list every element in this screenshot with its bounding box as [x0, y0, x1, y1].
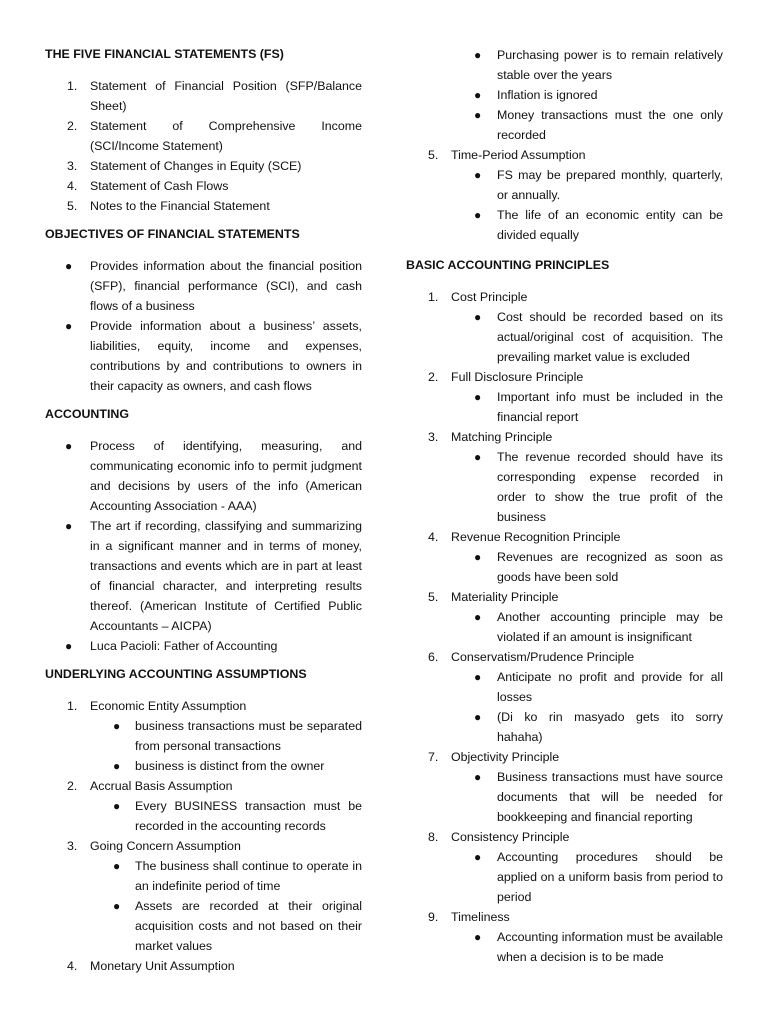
list-item: 7. Objectivity Principle: [406, 747, 723, 767]
list-number: 1.: [428, 290, 439, 304]
list-item: 5. Time-Period Assumption: [406, 145, 723, 165]
sub-list-item: ● Money transactions must the one only recorded: [406, 105, 723, 145]
section-heading-principles: BASIC ACCOUNTING PRINCIPLES: [406, 258, 610, 272]
list-item: 4. Monetary Unit Assumption: [45, 956, 362, 976]
list-item: 1. Economic Entity Assumption: [45, 696, 362, 716]
list-item: 4. Statement of Cash Flows: [45, 176, 362, 196]
bullet-icon: ●: [65, 319, 73, 333]
list-number: 7.: [428, 750, 439, 764]
list-number: 8.: [428, 830, 439, 844]
objectives-list: [45, 256, 362, 396]
bullet-icon: ●: [474, 550, 482, 564]
bullet-icon: ●: [474, 850, 482, 864]
list-number: 5.: [428, 148, 439, 162]
bullet-icon: ●: [474, 390, 482, 404]
bullet-icon: ●: [65, 519, 73, 533]
list-number: 3.: [428, 430, 439, 444]
bullet-icon: ●: [474, 670, 482, 684]
list-number: 5.: [67, 199, 78, 213]
bullet-icon: ●: [474, 88, 482, 102]
bullet-icon: ●: [474, 930, 482, 944]
section-heading-assumptions: UNDERLYING ACCOUNTING ASSUMPTIONS: [45, 667, 307, 681]
list-item: 6. Conservatism/Prudence Principle: [406, 647, 723, 667]
right-column: [406, 45, 723, 967]
list-item: 5. Notes to the Financial Statement: [45, 196, 362, 216]
list-number: 9.: [428, 910, 439, 924]
list-number: 2.: [67, 119, 78, 133]
section-heading-financial-statements: THE FIVE FINANCIAL STATEMENTS (FS): [45, 47, 284, 61]
sub-list-item: ● Accounting procedures should be applied on a uniform basis from period to period: [406, 847, 723, 907]
list-item: 2. Accrual Basis Assumption: [45, 776, 362, 796]
sub-list-item: ● The business shall continue to operate in an indefinite period of time: [45, 856, 362, 896]
bullet-icon: ●: [113, 799, 121, 813]
sub-list-item: ● The life of an economic entity can be divided equally: [406, 205, 723, 245]
list-item: ● The art if recording, classifying and summarizing in a significant manner and in terms of money, transactions and events which are in part at least of financial character, and interpreting results thereof. (American Institute of Certified Public Accountants – AICPA): [45, 516, 362, 636]
sub-list-item: ● Important info must be included in the financial report: [406, 387, 723, 427]
list-item: ● Provides information about the financial position (SFP), financial performance (SCI), and cash flows of a business: [45, 256, 362, 316]
sub-list-item: ● Purchasing power is to remain relatively stable over the years: [406, 45, 723, 85]
assumptions-list: [45, 696, 362, 976]
sub-list-item: ● FS may be prepared monthly, quarterly, or annually.: [406, 165, 723, 205]
list-number: 5.: [428, 590, 439, 604]
sub-list-item: ● Business transactions must have source documents that will be needed for bookkeeping and financial reporting: [406, 767, 723, 827]
sub-list-item: ● Revenues are recognized as soon as goods have been sold: [406, 547, 723, 587]
list-number: 1.: [67, 79, 78, 93]
list-item: 1. Statement of Financial Position (SFP/Balance Sheet): [45, 76, 362, 116]
left-column: [45, 44, 362, 976]
list-item: 4. Revenue Recognition Principle: [406, 527, 723, 547]
bullet-icon: ●: [65, 439, 73, 453]
sub-list-item: ● Every BUSINESS transaction must be recorded in the accounting records: [45, 796, 362, 836]
sub-list-item: ● Accounting information must be available when a decision is to be made: [406, 927, 723, 967]
list-item: 3. Statement of Changes in Equity (SCE): [45, 156, 362, 176]
section-heading-accounting: ACCOUNTING: [45, 407, 129, 421]
principles-list: [406, 287, 723, 967]
list-number: 2.: [428, 370, 439, 384]
bullet-icon: ●: [474, 770, 482, 784]
list-item: 3. Matching Principle: [406, 427, 723, 447]
bullet-icon: ●: [65, 639, 73, 653]
list-number: 4.: [428, 530, 439, 544]
list-item: 3. Going Concern Assumption: [45, 836, 362, 856]
list-item: ● Luca Pacioli: Father of Accounting: [45, 636, 362, 656]
bullet-icon: ●: [474, 108, 482, 122]
list-number: 3.: [67, 159, 78, 173]
list-item: ● Process of identifying, measuring, and communicating economic info to permit judgment and decisions by users of the info (American Accounting Association - AAA): [45, 436, 362, 516]
bullet-icon: ●: [113, 719, 121, 733]
bullet-icon: ●: [474, 710, 482, 724]
list-number: 4.: [67, 959, 78, 973]
bullet-icon: ●: [474, 168, 482, 182]
list-item: ● Provide information about a business’ assets, liabilities, equity, income and expenses, contributions by and contributions to owners in their capacity as owners, and cash flows: [45, 316, 362, 396]
list-number: 6.: [428, 650, 439, 664]
bullet-icon: ●: [474, 450, 482, 464]
list-number: 1.: [67, 699, 78, 713]
list-number: 3.: [67, 839, 78, 853]
bullet-icon: ●: [113, 759, 121, 773]
list-item: 1. Cost Principle: [406, 287, 723, 307]
sub-list-item: ● The revenue recorded should have its corresponding expense recorded in order to show the true profit of the business: [406, 447, 723, 527]
bullet-icon: ●: [113, 859, 121, 873]
sub-list-item: ● Another accounting principle may be violated if an amount is insignificant: [406, 607, 723, 647]
bullet-icon: ●: [474, 208, 482, 222]
list-item: 5. Materiality Principle: [406, 587, 723, 607]
list-item: 8. Consistency Principle: [406, 827, 723, 847]
list-number: 4.: [67, 179, 78, 193]
bullet-icon: ●: [474, 310, 482, 324]
sub-list-item: ● Assets are recorded at their original acquisition costs and not based on their market values: [45, 896, 362, 956]
accounting-list: [45, 436, 362, 656]
bullet-icon: ●: [474, 48, 482, 62]
bullet-icon: ●: [474, 610, 482, 624]
financial-statements-list: [45, 76, 362, 216]
list-item: 2. Statement of Comprehensive Income (SCI/Income Statement): [45, 116, 362, 156]
sub-list-item: ● business is distinct from the owner: [45, 756, 362, 776]
list-item: 9. Timeliness: [406, 907, 723, 927]
sub-list-item: ● Cost should be recorded based on its actual/original cost of acquisition. The prevailing market value is excluded: [406, 307, 723, 367]
sub-list-item: ● business transactions must be separated from personal transactions: [45, 716, 362, 756]
sub-list-item: ● Inflation is ignored: [406, 85, 723, 105]
assumptions-list-continued: [406, 145, 723, 245]
bullet-icon: ●: [113, 899, 121, 913]
monetary-unit-subs: [406, 45, 723, 145]
list-item: 2. Full Disclosure Principle: [406, 367, 723, 387]
sub-list-item: ● (Di ko rin masyado gets ito sorry hahaha): [406, 707, 723, 747]
section-heading-objectives: OBJECTIVES OF FINANCIAL STATEMENTS: [45, 227, 300, 241]
sub-list-item: ● Anticipate no profit and provide for all losses: [406, 667, 723, 707]
list-number: 2.: [67, 779, 78, 793]
bullet-icon: ●: [65, 259, 73, 273]
